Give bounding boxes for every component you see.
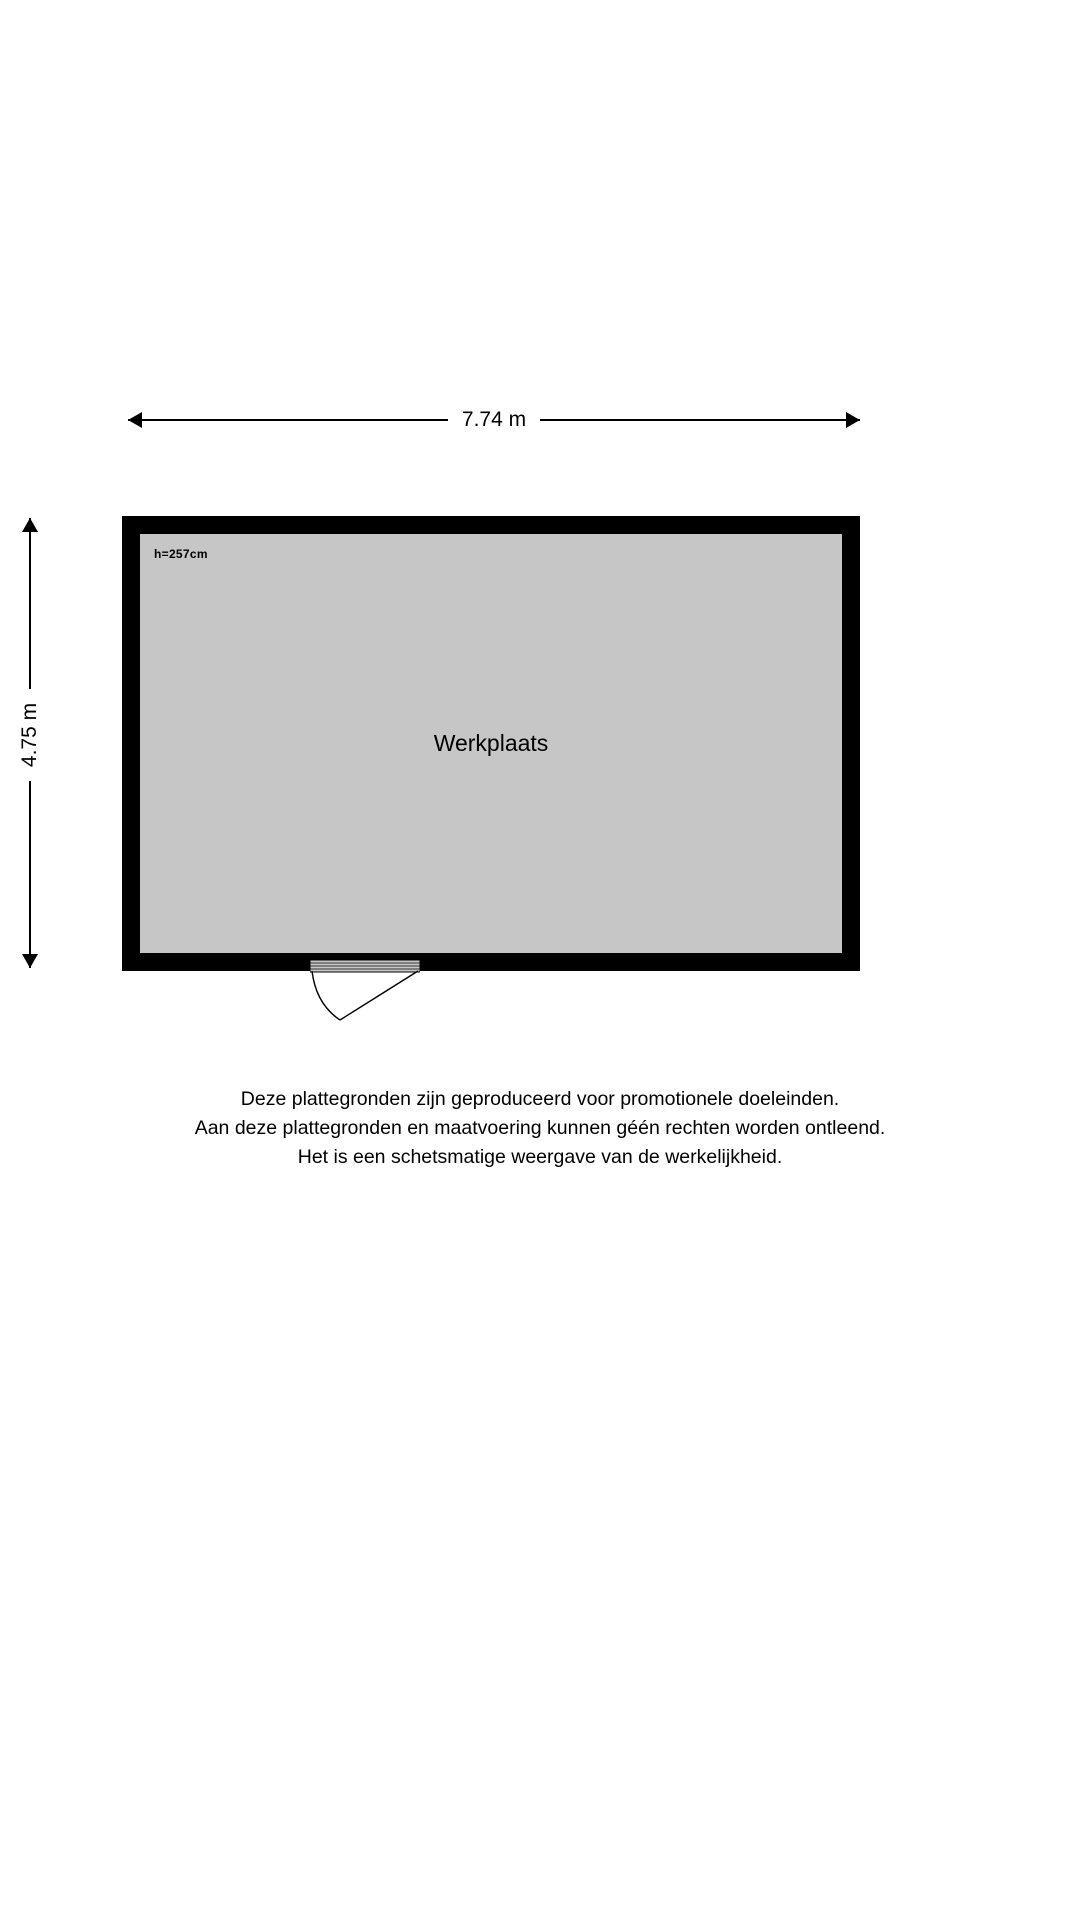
left-dimension [8, 518, 52, 968]
room-name-text: Werkplaats [433, 730, 549, 756]
room-name-label [140, 534, 842, 953]
room-floor-fill [140, 534, 842, 953]
disclaimer-line-1: Deze plattegronden zijn geproduceerd voor promotionele doeleinden. [240, 1088, 840, 1110]
height-dimension-label [18, 510, 42, 960]
top-dimension [128, 400, 860, 440]
floor-plan-room [122, 516, 860, 971]
width-dimension-label [128, 400, 860, 440]
door-symbol-icon [310, 960, 420, 1022]
disclaimer-line-3: Het is een schetsmatige weergave van de werkelijkheid. [297, 1146, 783, 1168]
disclaimer [0, 1085, 1080, 1172]
ceiling-height-label: h=257cm [154, 547, 208, 561]
disclaimer-line-2: Aan deze plattegronden en maatvoering kunnen géén rechten worden ontleend. [194, 1117, 886, 1139]
height-dimension-value: 4.75 m [18, 689, 41, 781]
width-dimension-value: 7.74 m [448, 408, 540, 431]
